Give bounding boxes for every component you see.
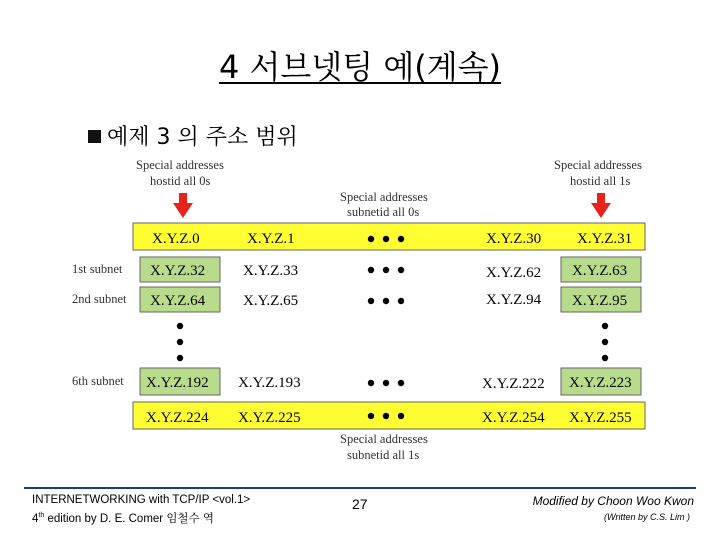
annotation-top-left-line2: hostid all 0s (150, 174, 211, 188)
footer-written-by: (Written by C.S. Lim ) (603, 512, 690, 522)
address-cell: X.Y.Z.64 (150, 293, 206, 309)
address-cell: X.Y.Z.254 (482, 410, 545, 426)
row-label-6th-subnet: 6th subnet (72, 374, 124, 388)
arrow-down-left-icon (173, 193, 193, 218)
address-cell: X.Y.Z.223 (569, 375, 632, 391)
address-cell: X.Y.Z.224 (146, 410, 209, 426)
row-label-1st-subnet: 1st subnet (72, 262, 123, 276)
address-cell: X.Y.Z.63 (572, 263, 628, 279)
horizontal-ellipsis-icon (368, 236, 404, 419)
address-cell: X.Y.Z.62 (486, 265, 542, 281)
footer-left (32, 492, 250, 527)
annotation-bottom-center-line2: subnetid all 1s (347, 448, 420, 462)
address-cell: X.Y.Z.0 (152, 231, 200, 247)
address-cell: X.Y.Z.192 (146, 375, 209, 391)
vertical-ellipsis-icon (177, 323, 608, 361)
address-cell: X.Y.Z.33 (243, 263, 299, 279)
address-cell: X.Y.Z.30 (486, 231, 542, 247)
footer-divider (24, 487, 696, 489)
footer-edition: 4th edition by D. E. Comer 임철수 역 (32, 512, 214, 525)
address-cell: X.Y.Z.95 (572, 293, 628, 309)
annotation-bottom-center-line1: Special addresses (340, 432, 428, 446)
annotation-top-center-line1: Special addresses (340, 190, 428, 204)
annotation-top-right-line1: Special addresses (554, 158, 642, 172)
slide-title: 4 서브넷팅 예(계속) (218, 48, 502, 86)
address-cell: X.Y.Z.65 (243, 293, 299, 309)
address-cell: X.Y.Z.225 (238, 410, 301, 426)
row-label-2nd-subnet: 2nd subnet (72, 292, 127, 306)
annotation-top-center-line2: subnetid all 0s (347, 205, 420, 219)
address-cell: X.Y.Z.94 (486, 292, 542, 308)
address-cell: X.Y.Z.32 (150, 263, 206, 279)
address-cell: X.Y.Z.222 (482, 376, 545, 392)
annotation-top-left-line1: Special addresses (136, 158, 224, 172)
address-cell: X.Y.Z.193 (238, 375, 301, 391)
address-cell: X.Y.Z.255 (569, 410, 632, 426)
footer-book-title: INTERNETWORKING with TCP/IP <vol.1> (32, 494, 251, 506)
page-number: 27 (352, 496, 368, 512)
arrow-down-right-icon (591, 193, 611, 218)
row-band-0 (133, 223, 645, 250)
address-cell: X.Y.Z.31 (577, 231, 633, 247)
footer-modified-by: Modified by Choon Woo Kwon (532, 494, 694, 508)
address-cell: X.Y.Z.1 (247, 231, 295, 247)
slide-subtitle: 예제 3 의 주소 범위 (88, 120, 298, 151)
annotation-top-right-line2: hostid all 1s (570, 174, 631, 188)
